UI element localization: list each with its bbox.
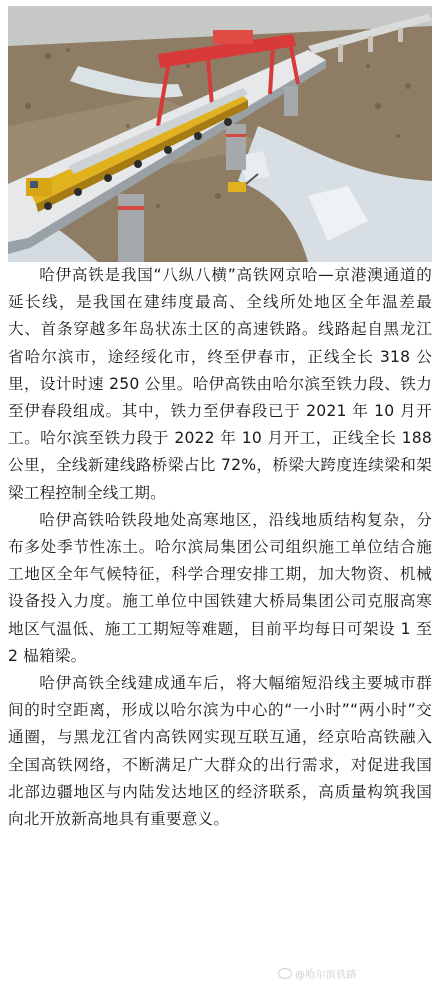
article-body: [8, 262, 432, 833]
article-paragraph: 哈伊高铁全线建成通车后，将大幅缩短沿线主要城市群间的时空距离，形成以哈尔滨为中心的“一小时”“两小时”交通圈，与黑龙江省内高铁网实现互联互通，经京哈高铁融入全国高铁网络，不断满足广大群众的出行需求，对促进我国北部边疆地区与内陆发达地区的经济联系，高质量构筑我国向北开放新高地具有重要意义。: [8, 674, 432, 829]
weibo-icon: [278, 968, 292, 979]
watermark-text: @哈尔滨铁路: [295, 970, 357, 981]
article-paragraph: 哈伊高铁是我国“八纵八横”高铁网京哈—京港澳通道的延长线，是我国在建纬度最高、全线所处地区全年温差最大、首条穿越多年岛状冻土区的高速铁路。线路起自黑龙江省哈尔滨市，途经绥化市，终至伊春市，正线全长 318 公里，设计时速 250 公里。哈伊高铁由哈尔滨至铁力段、铁力至伊春段组成。其中，铁力至伊春段已于 2021 年 10 月开工。哈尔滨至铁力段于 2022 年 10 月开工，正线全长 188 公里，全线新建线路桥梁占比 72%，桥梁大跨度连续梁和架梁工程控制全线工期。: [8, 266, 432, 502]
watermark: [278, 966, 357, 981]
article-paragraph: 哈伊高铁哈铁段地处高寒地区，沿线地质结构复杂，分布多处季节性冻土。哈尔滨局集团公司组织施工单位结合施工地区全年气候特征，科学合理安排工期，加大物资、机械设备投入力度。施工单位中国铁建大桥局集团公司克服高寒地区气温低、施工工期短等难题，目前平均每日可架设 1 至 2 榀箱梁。: [8, 510, 432, 665]
construction-photo: [8, 6, 432, 262]
